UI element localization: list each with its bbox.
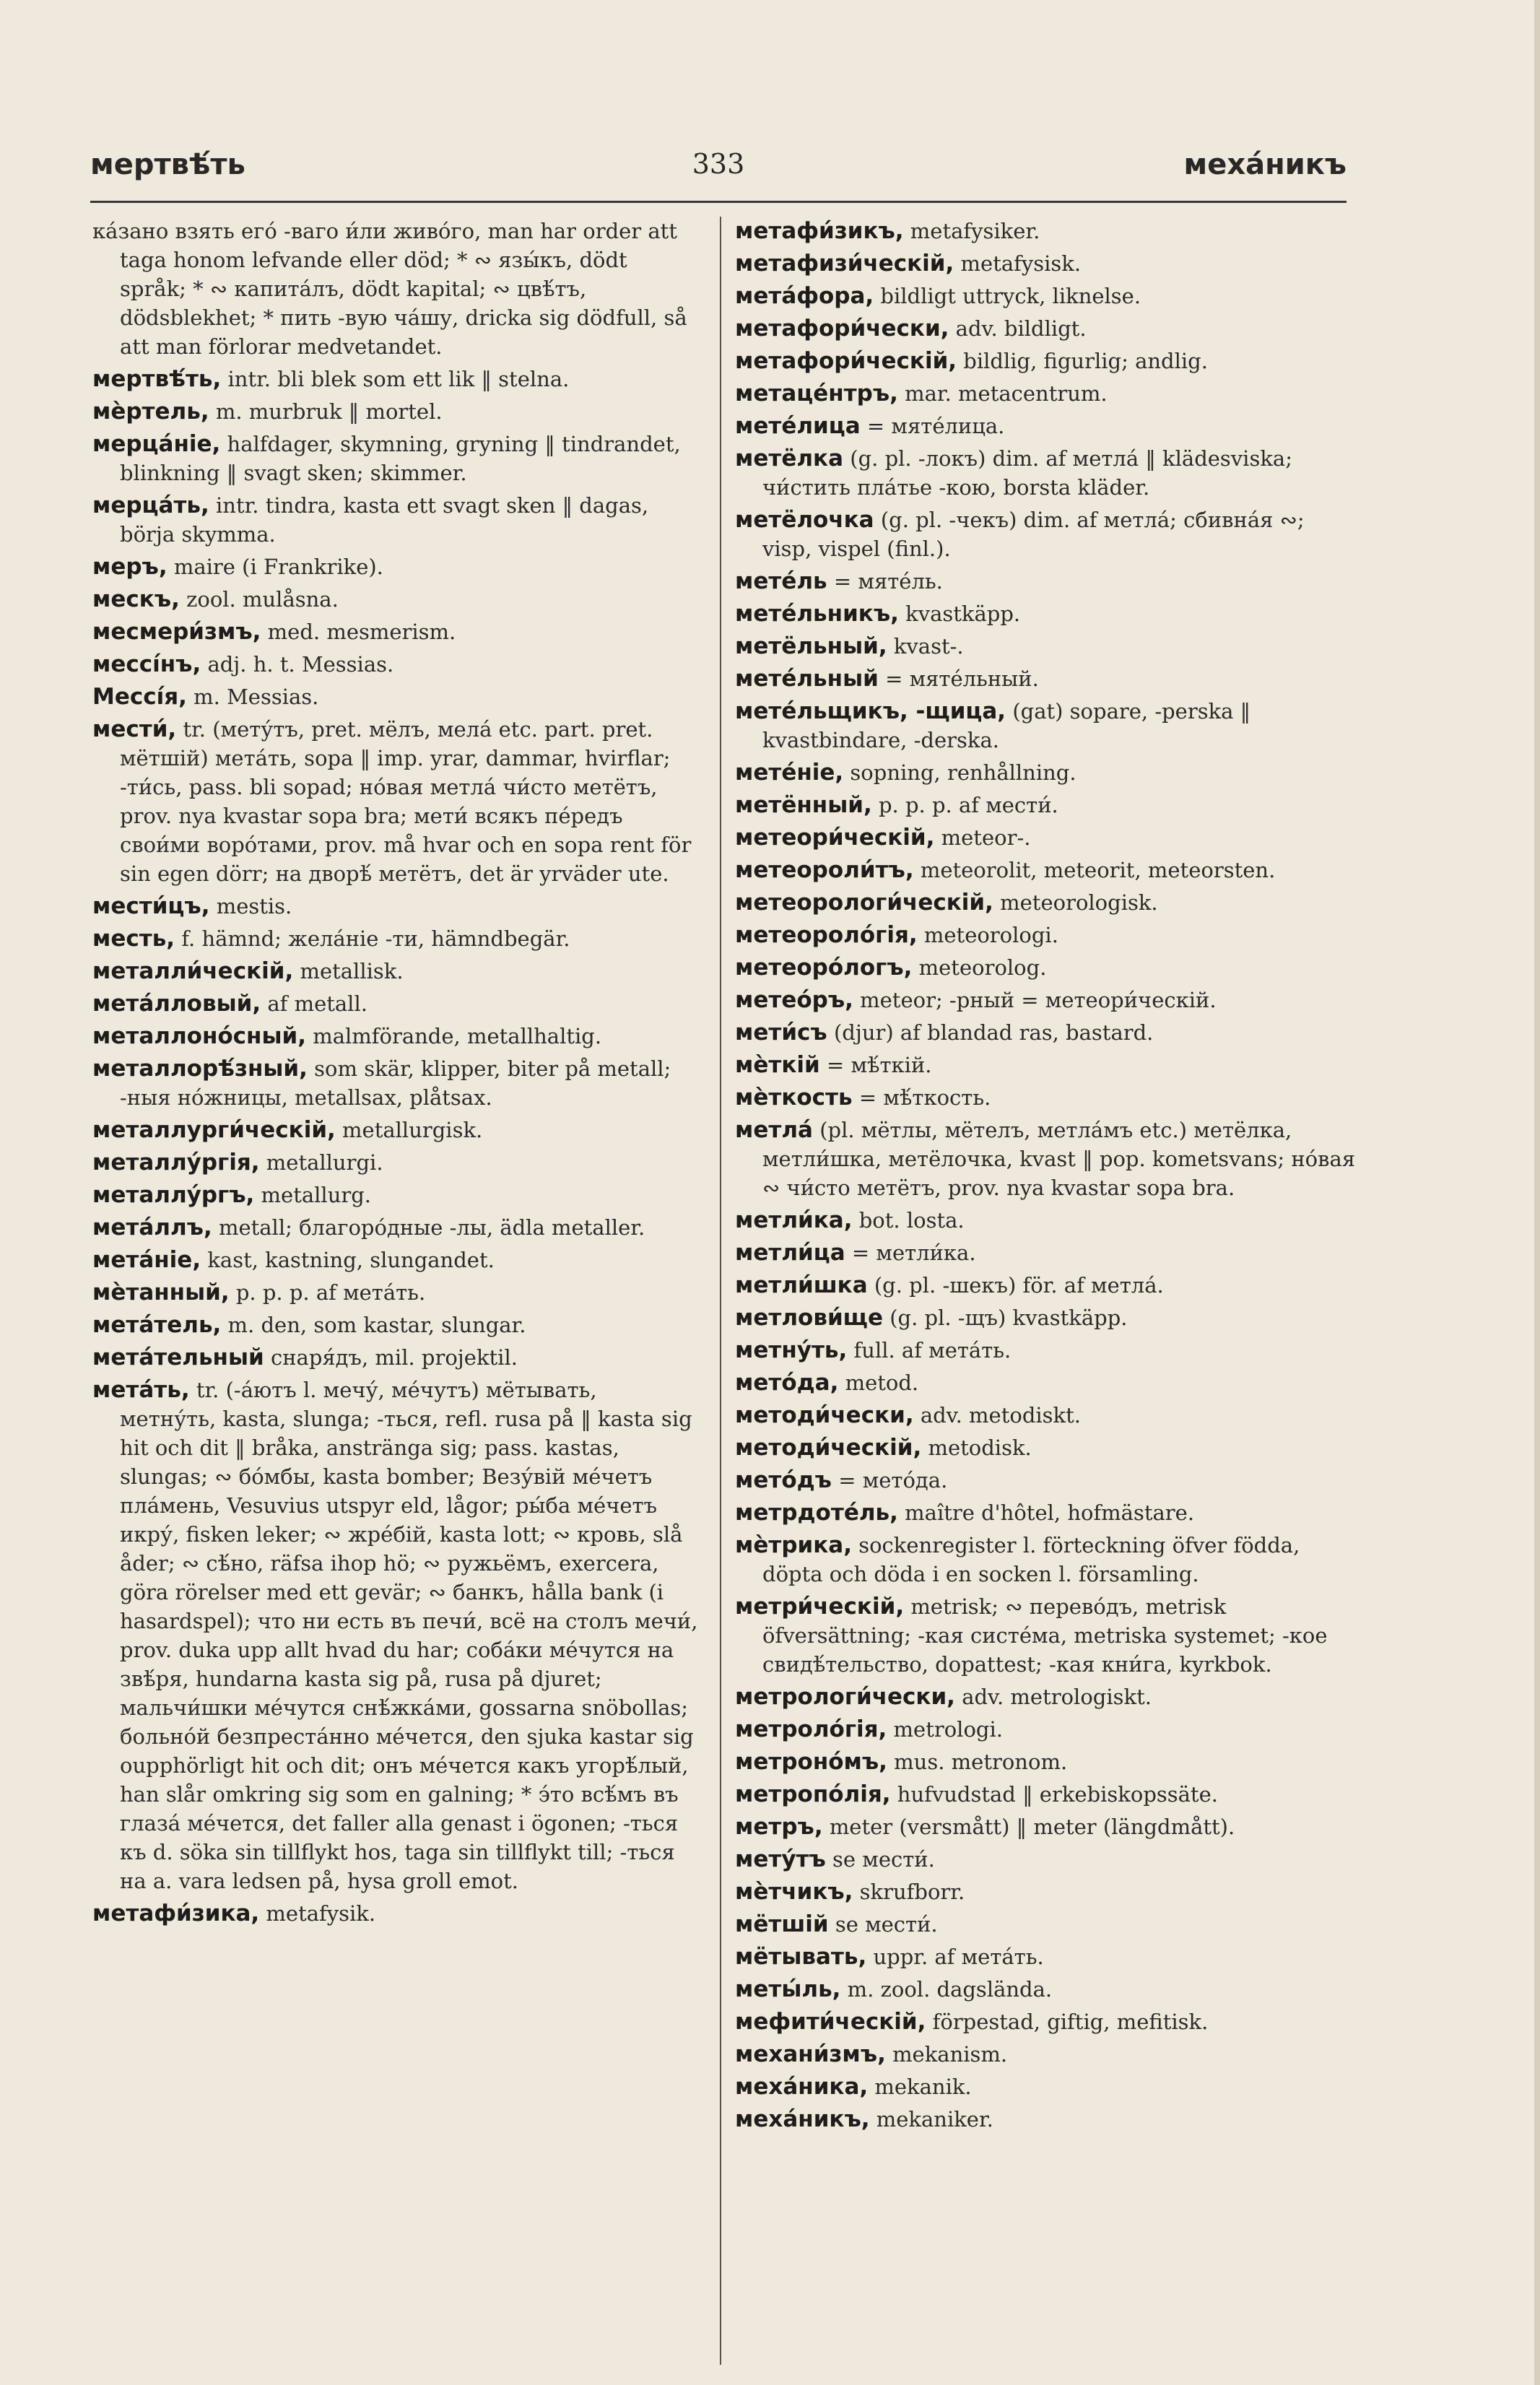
dictionary-entry: [92, 1246, 699, 1274]
dictionary-entry: [92, 989, 699, 1018]
entry-headword: мессі́нъ,: [92, 651, 201, 677]
dictionary-entry: [735, 1051, 1356, 1079]
entry-definition: metafysisk.: [960, 251, 1082, 276]
dictionary-entry: [735, 249, 1356, 278]
entry-definition: metallurgisk.: [342, 1118, 483, 1142]
dictionary-entry: [735, 888, 1356, 917]
entry-definition: skrufborr.: [859, 1880, 965, 1904]
entry-headword: мете́льщикъ, -щица,: [735, 698, 1006, 724]
entry-headword: метлови́ще: [735, 1305, 883, 1331]
entry-definition: = мето́да.: [838, 1468, 948, 1493]
entry-definition: p. p. p. af мести́.: [878, 793, 1058, 817]
entry-headword: мертвѣ́ть,: [92, 366, 222, 392]
dictionary-entry: [735, 697, 1356, 755]
dictionary-entry: [735, 1018, 1356, 1047]
entry-definition: mus. metronom.: [894, 1750, 1068, 1774]
dictionary-entry: [735, 505, 1356, 563]
entry-definition: intr. bli blek som ett lik ‖ stelna.: [227, 367, 570, 391]
entry-headword: мётывать,: [735, 1944, 867, 1970]
dictionary-entry: [92, 397, 699, 426]
entry-headword: метла́: [735, 1117, 813, 1143]
entry-definition: adv. bildligt.: [955, 316, 1087, 341]
entry-headword: методи́чески,: [735, 1402, 914, 1428]
entry-definition: intr. tindra, kasta ett svagt sken ‖ dagas, börja skymma.: [120, 493, 649, 547]
entry-definition: metafysiker.: [910, 219, 1040, 243]
dictionary-entry: [92, 217, 699, 361]
dictionary-entry: [735, 1116, 1356, 1202]
entry-headword: мета́ть,: [92, 1377, 190, 1403]
entry-headword: мѐткость: [735, 1085, 853, 1111]
dictionary-entry: [92, 585, 699, 614]
entry-definition: kast, kastning, slungandet.: [207, 1248, 495, 1272]
entry-definition: maire (i Frankrike).: [173, 555, 383, 579]
dictionary-entry: [735, 314, 1356, 343]
entry-headword: метафори́ческій,: [735, 348, 957, 374]
dictionary-entry: [735, 1682, 1356, 1711]
entry-headword: метроло́гія,: [735, 1716, 887, 1742]
entry-headword: метръ,: [735, 1814, 823, 1840]
entry-definition: tr. (-а́ютъ l. мечу́, ме́чутъ) мётывать, метну́ть, kasta, slunga; -ться, refl. rusa på ‖ kasta sig hit och dit ‖ bråka, anstränga sig; pass. kastas, slungas; ∾ бо́мбы, kasta bomber; Везу́вій ме́четъ пла́мень, Vesuvius utspyr eld, lågor; ры́ба ме́четъ икру́, fisken leker; ∾ жре́бій, kasta lott; ∾ кровь, slå åder; ∾ сѣ́но, räfsa ihop hö; ∾ ружьёмъ, exercera, göra rörelser med ett gevär; ∾ банкъ, hålla bank (i hasardspel); что ни есть въ печи́, всё на столъ мечи́, prov. duka upp allt hvad du har; соба́ки ме́чутся на звѣ́ря, hundarna kasta sig på, rusa på djuret; мальчи́шки ме́чутся снѣ́жка́ми, gossarna snöbollas; больно́й безпреста́нно ме́чется, den sjuka kastar sig oupphörligt hit och dit; онъ ме́чется какъ угорѣ́лый, han slår omkring sig som en galning; * э́то всѣ́мъ въ глаза́ ме́чется, det faller alla genast i ögonen; -ться къ d. söka sin tillflykt hos, taga sin tillflykt till; -ться на a. vara ledsen på, hysa groll emot.: [120, 1378, 698, 1893]
entry-headword: мерца́ть,: [92, 492, 209, 518]
dictionary-entry: [735, 986, 1356, 1015]
dictionary-entry: [735, 1303, 1356, 1332]
dictionary-entry: [92, 715, 699, 888]
dictionary-entry: [735, 412, 1356, 440]
dictionary-entry: [92, 1116, 699, 1144]
dictionary-entry: [735, 1271, 1356, 1300]
running-head-left: мертвѣ́ть: [90, 148, 245, 181]
entry-definition: bot. losta.: [858, 1208, 965, 1233]
entry-headword: метёлка: [735, 446, 844, 472]
page-edge: [1534, 0, 1540, 2385]
right-column: [735, 217, 1356, 2365]
entry-headword: метрдоте́ль,: [735, 1500, 898, 1526]
entry-definition: full. af мета́ть.: [853, 1338, 1012, 1363]
dictionary-entry: [735, 1592, 1356, 1679]
dictionary-entry: [92, 365, 699, 394]
dictionary-entry: [735, 1910, 1356, 1939]
dictionary-entry: [735, 1083, 1356, 1112]
entry-headword: мето́да,: [735, 1370, 839, 1396]
entry-headword: металлурги́ческій,: [92, 1117, 336, 1143]
entry-headword: метафизи́ческій,: [735, 251, 954, 277]
entry-headword: метео́ръ,: [735, 987, 853, 1013]
entry-headword: металлоно́сный,: [92, 1023, 306, 1049]
dictionary-entry: [735, 823, 1356, 852]
entry-definition: m. murbruk ‖ mortel.: [215, 399, 443, 424]
dictionary-entry: [735, 599, 1356, 628]
entry-definition: metrologi.: [893, 1717, 1003, 1742]
entry-definition: zool. mulåsna.: [186, 587, 339, 612]
dictionary-entry: [735, 1812, 1356, 1841]
entry-definition: (g. pl. -чекъ) dim. af метла́; сбивна́я ∾; visp, vispel (finl.).: [762, 508, 1305, 561]
entry-definition: metall; благоро́дные -лы, ädla metaller.: [218, 1215, 645, 1240]
entry-headword: мету́тъ: [735, 1846, 826, 1872]
entry-definition: mestis.: [216, 894, 292, 918]
entry-definition: = мѣ́ткость.: [858, 1085, 991, 1110]
entry-definition: = мѣ́ткій.: [826, 1053, 932, 1077]
entry-headword: Мессі́я,: [92, 684, 187, 710]
entry-definition: (pl. мётлы, мётелъ, метла́мъ etc.) метёлка, метли́шка, метёлочка, kvast ‖ pop. kometsvans; но́вая ∾ чи́сто метётъ, prov. nya kvastar sopa bra.: [762, 1118, 1356, 1200]
entry-headword: металли́ческій,: [92, 958, 294, 984]
dictionary-entry: [92, 430, 699, 487]
entry-headword: методи́ческій,: [735, 1435, 922, 1461]
page-number: 333: [692, 148, 745, 180]
entry-headword: мето́дъ: [735, 1467, 832, 1493]
entry-headword: метеороли́тъ,: [735, 857, 914, 883]
entry-definition: uppr. af мета́ть.: [873, 1945, 1044, 1969]
dictionary-entry: [735, 791, 1356, 820]
dictionary-entry: [735, 1336, 1356, 1365]
entry-definition: metrisk; ∾ перево́дъ, metrisk öfversättning; -кая систе́ма, metriska systemet; -кое свидѣ́тельство, dopattest; -кая кни́га, kyrkbok.: [762, 1594, 1328, 1677]
dictionary-entry: [735, 1780, 1356, 1809]
dictionary-entry: [735, 1975, 1356, 2004]
entry-definition: förpestad, giftig, mefitisk.: [932, 2010, 1209, 2034]
entry-headword: мета́ніе,: [92, 1247, 201, 1273]
dictionary-entry: [735, 1433, 1356, 1462]
dictionary-entry: [735, 1206, 1356, 1235]
entry-headword: метафи́зикъ,: [735, 218, 904, 244]
entry-headword: метафори́чески,: [735, 316, 949, 342]
entry-headword: метеорологи́ческій,: [735, 890, 993, 916]
entry-headword: мете́льный: [735, 666, 879, 692]
entry-definition: (djur) af blandad ras, bastard.: [833, 1020, 1154, 1045]
dictionary-entry: [735, 347, 1356, 375]
entry-headword: метёльный,: [735, 633, 887, 659]
dictionary-entry: [92, 1343, 699, 1372]
dictionary-entry: [92, 1311, 699, 1339]
entry-headword: метну́ть,: [735, 1337, 848, 1363]
dictionary-entry: [735, 1498, 1356, 1527]
entry-headword: мѐтчикъ,: [735, 1879, 853, 1905]
dictionary-entry: [92, 617, 699, 646]
dictionary-entry: [92, 1213, 699, 1242]
entry-headword: метли́шка: [735, 1272, 868, 1298]
entry-headword: мѐткій: [735, 1052, 820, 1078]
entry-headword: месмери́змъ,: [92, 619, 261, 645]
dictionary-entry: [92, 552, 699, 581]
entry-definition: metodisk.: [928, 1435, 1032, 1460]
entry-headword: мѐртель,: [92, 399, 209, 425]
entry-definition: bildlig, figurlig; andlig.: [963, 349, 1208, 373]
entry-headword: метропо́лія,: [735, 1781, 891, 1807]
entry-definition: halfdager, skymning, gryning ‖ tindrandet, blinkning ‖ svagt sken; skimmer.: [120, 432, 681, 485]
entry-headword: мети́съ: [735, 1020, 827, 1046]
entry-headword: метрологи́чески,: [735, 1684, 955, 1710]
entry-headword: меты́ль,: [735, 1976, 841, 2002]
entry-headword: метеоро́логъ,: [735, 955, 913, 981]
dictionary-entry: [735, 2072, 1356, 2101]
dictionary-entry: [735, 2105, 1356, 2134]
entry-definition: m. zool. dagslända.: [847, 1977, 1053, 2002]
dictionary-entry: [735, 1877, 1356, 1906]
entry-headword: меръ,: [92, 554, 168, 580]
dictionary-entry: [735, 953, 1356, 982]
entry-headword: мѐтанный,: [92, 1280, 230, 1306]
entry-definition: ка́зано взять его́ -ваго и́ли живо́го, man har order att taga honom lefvande eller död; * ∾ язы́къ, dödt språk; * ∾ капита́лъ, dödt kapital; ∾ цвѣ́тъ, dödsblekhet; * пить -вую ча́шу, dricka sig dödfull, så att man förlorar medvetandet.: [92, 219, 687, 359]
entry-definition: mekanism.: [892, 2042, 1008, 2067]
entry-definition: metallurg.: [261, 1183, 372, 1207]
entry-definition: = мяте́лица.: [866, 414, 1005, 438]
entry-definition: (g. pl. -локъ) dim. af метла́ ‖ klädesviska; чи́стить пла́тье -кою, borsta kläder.: [762, 446, 1292, 500]
entry-definition: sopning, renhållning.: [850, 760, 1076, 785]
entry-headword: мета́тель,: [92, 1312, 222, 1338]
entry-definition: (g. pl. -шекъ) för. af метла́.: [874, 1273, 1164, 1298]
entry-headword: мескъ,: [92, 586, 180, 612]
entry-definition: m. den, som kastar, slungar.: [227, 1313, 526, 1337]
entry-definition: malmförande, metallhaltig.: [313, 1024, 602, 1048]
dictionary-entry: [92, 1899, 699, 1928]
dictionary-entry: [735, 1747, 1356, 1776]
entry-headword: металлорѣ́зный,: [92, 1056, 308, 1082]
dictionary-entry: [735, 282, 1356, 310]
entry-definition: meteorolit, meteorit, meteorsten.: [920, 858, 1276, 882]
entry-definition: meteor; -рный = метеори́ческій.: [860, 988, 1217, 1012]
header-rule: [90, 201, 1347, 203]
entry-headword: метеори́ческій,: [735, 825, 935, 851]
dictionary-entry: [735, 1466, 1356, 1495]
entry-definition: mar. metacentrum.: [905, 381, 1108, 406]
entry-headword: мета́фора,: [735, 283, 874, 309]
entry-definition: p. p. p. af мета́ть.: [235, 1280, 426, 1305]
dictionary-entry: [92, 1278, 699, 1307]
dictionary-entry: [92, 1181, 699, 1209]
dictionary-entry: [735, 921, 1356, 950]
dictionary-entry: [735, 379, 1356, 408]
dictionary-entry: [92, 1054, 699, 1112]
entry-definition: metod.: [845, 1370, 919, 1395]
dictionary-entry: [735, 1401, 1356, 1430]
dictionary-entry: [735, 444, 1356, 502]
dictionary-entry: [735, 664, 1356, 693]
entry-definition: mekanik.: [874, 2075, 972, 2099]
left-column: [92, 217, 699, 2365]
dictionary-entry: [735, 1942, 1356, 1971]
entry-definition: hufvudstad ‖ erkebiskopssäte.: [897, 1782, 1218, 1807]
entry-headword: меха́никъ,: [735, 2106, 870, 2132]
entry-headword: меха́ника,: [735, 2074, 869, 2100]
entry-definition: kvastkäpp.: [905, 601, 1021, 626]
entry-definition: meter (versmått) ‖ meter (längdmått).: [829, 1815, 1235, 1839]
dictionary-entry: [735, 1845, 1356, 1874]
entry-headword: мета́лловый,: [92, 991, 261, 1017]
entry-definition: = мяте́ль.: [833, 569, 943, 594]
dictionary-entry: [735, 1715, 1356, 1744]
entry-headword: мѐтрика,: [735, 1532, 852, 1558]
dictionary-entry: [92, 892, 699, 921]
entry-definition: kvast-.: [893, 634, 964, 659]
entry-headword: мета́тельный: [92, 1344, 264, 1370]
entry-definition: mekaniker.: [876, 2107, 993, 2132]
entry-definition: se мести́.: [832, 1847, 935, 1872]
entry-definition: maître d'hôtel, hofmästare.: [905, 1500, 1195, 1525]
dictionary-entry: [92, 924, 699, 953]
entry-headword: метённый,: [735, 792, 872, 818]
entry-headword: мефити́ческій,: [735, 2009, 926, 2035]
dictionary-entry: [92, 1148, 699, 1177]
dictionary-entry: [735, 632, 1356, 661]
entry-headword: мете́лица: [735, 413, 861, 439]
entry-definition: adv. metodiskt.: [920, 1403, 1082, 1428]
dictionary-entry: [735, 1531, 1356, 1589]
entry-headword: мерца́ніе,: [92, 431, 221, 457]
dictionary-entry: [735, 217, 1356, 246]
entry-headword: месть,: [92, 926, 175, 952]
entry-headword: метёлочка: [735, 507, 874, 533]
entry-definition: af metall.: [267, 991, 367, 1016]
entry-definition: adj. h. t. Messias.: [207, 652, 394, 677]
running-head: [90, 148, 1347, 199]
dictionary-entry: [92, 1022, 699, 1051]
entry-definition: tr. (мету́тъ, pret. мёлъ, мела́ etc. part. pret. мётшій) мета́ть, sopa ‖ imp. yrar, dammar, hvirflar; -ти́сь, pass. bli sopad; но́вая метла́ чи́сто метётъ, prov. nya kvastar sopa bra; мети́ всякъ пе́редъ свои́ми воро́тами, prov. må hvar och en sopa rent för sin egen dörr; на дворѣ́ метётъ, det är yrväder ute.: [120, 717, 692, 886]
running-head-right: меха́никъ: [1183, 148, 1347, 181]
entry-headword: металлу́ргія,: [92, 1150, 260, 1176]
entry-definition: sockenregister l. förteckning öfver födda, döpta och döda i en socken l. församling.: [762, 1533, 1300, 1586]
entry-definition: (gat) sopare, -perska ‖ kvastbindare, -derska.: [762, 699, 1251, 752]
entry-definition: = метли́ка.: [851, 1241, 976, 1265]
entry-definition: metallisk.: [300, 959, 404, 983]
dictionary-entry: [735, 856, 1356, 885]
entry-headword: механи́змъ,: [735, 2041, 886, 2067]
dictionary-entry: [92, 491, 699, 549]
entry-definition: meteorolog.: [918, 955, 1047, 980]
entry-definition: m. Messias.: [193, 685, 319, 709]
dictionary-entry: [735, 1238, 1356, 1267]
dictionary-entry: [92, 957, 699, 986]
entry-definition: meteorologi.: [923, 923, 1058, 947]
dictionary-entry: [735, 758, 1356, 787]
dictionary-entry: [735, 567, 1356, 596]
entry-definition: снаря́дъ, mil. projektil.: [270, 1345, 518, 1370]
dictionary-entry: [92, 650, 699, 679]
entry-definition: se мести́.: [835, 1912, 938, 1937]
entry-headword: метафи́зика,: [92, 1900, 260, 1926]
entry-headword: металлу́ргъ,: [92, 1182, 255, 1208]
entry-headword: мета́ллъ,: [92, 1215, 212, 1241]
dictionary-entry: [735, 2040, 1356, 2069]
entry-definition: som skär, klipper, biter på metall; -ныя но́жницы, metallsax, plåtsax.: [120, 1056, 671, 1110]
dictionary-entry: [735, 1368, 1356, 1397]
dictionary-entry: [735, 2007, 1356, 2036]
entry-definition: = мяте́льный.: [885, 666, 1039, 691]
entry-headword: метроно́мъ,: [735, 1749, 887, 1775]
entry-definition: bildligt uttryck, liknelse.: [880, 284, 1141, 308]
entry-headword: мете́ль: [735, 568, 827, 594]
entry-definition: (g. pl. -щъ) kvastkäpp.: [889, 1306, 1128, 1330]
entry-definition: med. mesmerism.: [267, 620, 456, 644]
dictionary-entry: [92, 1376, 699, 1895]
column-divider: [720, 217, 721, 2365]
entry-headword: метаце́нтръ,: [735, 381, 898, 407]
dictionary-entry: [92, 682, 699, 711]
entry-definition: meteorologisk.: [1000, 890, 1158, 915]
entry-headword: мётшій: [735, 1911, 829, 1937]
entry-headword: метеороло́гія,: [735, 922, 918, 948]
entry-headword: метри́ческій,: [735, 1594, 905, 1620]
entry-headword: мести́,: [92, 716, 177, 742]
entry-headword: метли́ца: [735, 1240, 845, 1266]
entry-definition: f. hämnd; жела́ніе -ти, hämndbegär.: [181, 926, 570, 951]
entry-definition: adv. metrologiskt.: [962, 1685, 1152, 1709]
entry-headword: метли́ка,: [735, 1207, 853, 1233]
entry-definition: metafysik.: [266, 1901, 376, 1926]
entry-definition: metallurgi.: [266, 1150, 383, 1175]
entry-headword: мести́цъ,: [92, 893, 210, 919]
entry-headword: мете́льникъ,: [735, 601, 899, 627]
entry-definition: meteor-.: [941, 825, 1031, 850]
entry-headword: мете́ніе,: [735, 760, 844, 786]
